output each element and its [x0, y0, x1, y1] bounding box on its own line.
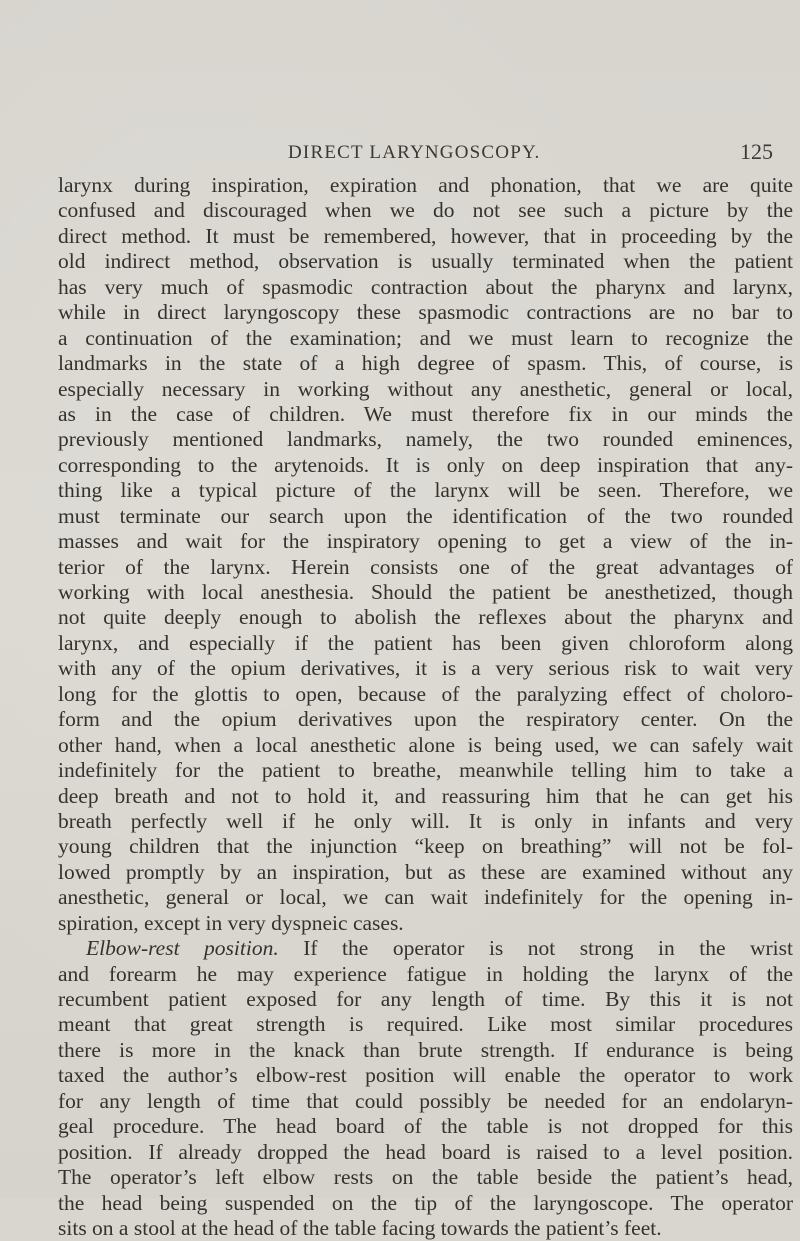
text-line: The operator’s left elbow rests on the table beside the patient’s head,	[58, 1165, 793, 1190]
section-run-in-heading: Elbow-rest position.	[86, 936, 279, 961]
text-line: other hand, when a local anesthetic alone is being used, we can safely wait	[58, 732, 793, 757]
text-line: has very much of spasmodic contraction about the pharynx and larynx,	[58, 274, 793, 299]
text-line: thing like a typical picture of the larynx will be seen. Therefore, we	[58, 478, 793, 503]
text-line: recumbent patient exposed for any length of time. By this it is not	[58, 987, 793, 1011]
body-text	[58, 173, 793, 1241]
text-line: lowed promptly by an inspiration, but as these are examined without any	[58, 859, 793, 884]
text-line: form and the opium derivatives upon the respiratory center. On the	[58, 707, 793, 732]
text-line: larynx, and especially if the patient has been given chloroform along	[58, 630, 793, 655]
text-line: there is more in the knack than brute strength. If endurance is being	[58, 1037, 793, 1062]
text-line: and forearm he may experience fatigue in holding the larynx of the	[58, 961, 793, 986]
text-line: geal procedure. The head board of the table is not dropped for this	[58, 1114, 793, 1139]
text-line: meant that great strength is required. Like most similar procedures	[58, 1012, 793, 1037]
text-line: indefinitely for the patient to breathe, meanwhile telling him to take a	[58, 758, 793, 783]
text-line: with any of the opium derivatives, it is a very serious risk to wait very	[58, 656, 793, 681]
text-line: for any length of time that could possibly be needed for an endolaryn-	[58, 1088, 793, 1113]
running-head	[0, 139, 800, 172]
text-line: deep breath and not to hold it, and reassuring him that he can get his	[58, 783, 793, 808]
text-line: must terminate our search upon the identification of the two rounded	[58, 503, 793, 528]
text-line: corresponding to the arytenoids. It is only on deep inspiration that any-	[58, 452, 793, 477]
text-line: position. If already dropped the head board is raised to a level position.	[58, 1139, 793, 1164]
text-line: previously mentioned landmarks, namely, the two rounded eminences,	[58, 427, 793, 452]
text-line: not quite deeply enough to abolish the reflexes about the pharynx and	[58, 605, 793, 630]
text-line: anesthetic, general or local, we can wait indefinitely for the opening in-	[58, 885, 793, 910]
text-line: terior of the larynx. Herein consists one of the great advantages of	[58, 554, 793, 579]
page-number: 125	[740, 139, 773, 164]
text-line: taxed the author’s elbow-rest position will enable the operator to work	[58, 1063, 793, 1088]
text-line: breath perfectly well if he only will. It is only in infants and very	[58, 808, 793, 833]
text-line: landmarks in the state of a high degree of spasm. This, of course, is	[58, 351, 793, 376]
text-line: old indirect method, observation is usually terminated when the patient	[58, 249, 793, 274]
text-line: long for the glottis to open, because of the paralyzing effect of choloro-	[58, 681, 793, 706]
text-line: working with local anesthesia. Should the patient be anesthetized, though	[58, 580, 793, 604]
paragraph-opening-line	[58, 936, 793, 961]
text-run: If the operator is not strong in the wrist	[278, 936, 793, 961]
text-line: while in direct laryngoscopy these spasmodic contractions are no bar to	[58, 300, 793, 325]
running-title: DIRECT LARYNGOSCOPY.	[288, 142, 541, 163]
text-line: masses and wait for the inspiratory opening to get a view of the in-	[58, 529, 793, 554]
text-line: especially necessary in working without any anesthetic, general or local,	[58, 376, 793, 401]
text-line: confused and discouraged when we do not see such a picture by the	[58, 198, 793, 223]
text-line: larynx during inspiration, expiration and phonation, that we are quite	[58, 173, 793, 197]
text-line: sits on a stool at the head of the table facing towards the patient’s feet.	[58, 1215, 662, 1240]
text-line: a continuation of the examination; and we must learn to recognize the	[58, 325, 793, 350]
text-line: the head being suspended on the tip of the laryngoscope. The operator	[58, 1190, 793, 1215]
text-line: direct method. It must be remembered, however, that in proceeding by the	[58, 223, 793, 248]
text-line: young children that the injunction “keep on breathing” will not be fol-	[58, 834, 793, 859]
text-line-paragraph-end: spiration, except in very dyspneic cases.	[58, 910, 404, 935]
text-line: as in the case of children. We must therefore fix in our minds the	[58, 401, 793, 426]
